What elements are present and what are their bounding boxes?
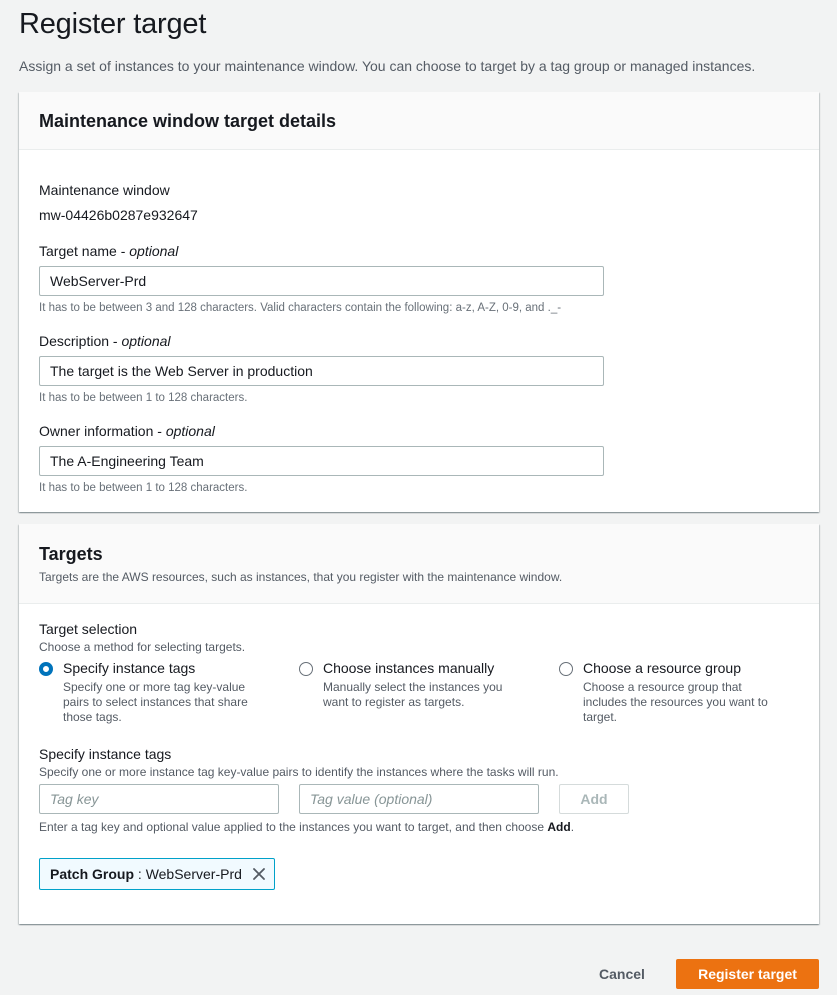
owner-information-input[interactable] xyxy=(39,446,604,476)
cancel-button[interactable]: Cancel xyxy=(599,966,645,982)
radio-option-title: Choose a resource group xyxy=(583,660,741,676)
description-help: It has to be between 1 to 128 characters. xyxy=(39,392,248,404)
page-description: Assign a set of instances to your maintenance window. You can choose to target by a tag group or managed instances. xyxy=(19,58,756,74)
close-icon[interactable] xyxy=(252,867,266,881)
instance-tags-help: Specify one or more instance tag key-value pairs to identify the instances where the tasks will run. xyxy=(39,765,559,779)
targets-panel-subtitle: Targets are the AWS resources, such as instances, that you register with the maintenance window. xyxy=(39,570,563,584)
maintenance-window-id: mw-04426b0287e932647 xyxy=(39,207,198,223)
tag-value-input[interactable] xyxy=(299,784,539,814)
target-selection-help: Choose a method for selecting targets. xyxy=(39,640,246,654)
tag-token xyxy=(39,858,275,890)
page-title: Register target xyxy=(19,8,207,40)
tag-token-key: Patch Group xyxy=(50,866,135,882)
radio-option-title: Specify instance tags xyxy=(63,660,196,676)
owner-information-help: It has to be between 1 to 128 characters. xyxy=(39,482,248,494)
owner-information-label: Owner information - optional xyxy=(39,423,215,439)
target-name-label: Target name - optional xyxy=(39,243,179,259)
radio-unselected-icon[interactable] xyxy=(559,662,573,676)
description-input[interactable] xyxy=(39,356,604,386)
radio-option-title: Choose instances manually xyxy=(323,660,495,676)
add-tag-help: Enter a tag key and optional value applied to the instances you want to target, and then choose Add. xyxy=(39,820,575,834)
target-name-input[interactable] xyxy=(39,266,604,296)
add-tag-button[interactable]: Add xyxy=(559,784,629,814)
tag-token-separator: : xyxy=(134,866,146,882)
description-label: Description - optional xyxy=(39,333,171,349)
radio-selected-icon[interactable] xyxy=(39,662,53,676)
targets-panel-title: Targets xyxy=(39,544,103,564)
target-name-help: It has to be between 3 and 128 characters. Valid characters contain the following: a-z, A-Z, 0-9, and ._- xyxy=(39,302,562,314)
targets-panel xyxy=(19,524,819,924)
details-panel xyxy=(19,92,819,512)
tag-key-input[interactable] xyxy=(39,784,279,814)
maintenance-window-label: Maintenance window xyxy=(39,182,170,198)
radio-option-instance-tags[interactable] xyxy=(39,660,279,726)
radio-unselected-icon[interactable] xyxy=(299,662,313,676)
targets-panel-header xyxy=(19,524,819,604)
radio-option-manual[interactable] xyxy=(299,660,539,726)
details-panel-title: Maintenance window target details xyxy=(39,111,337,131)
instance-tags-label: Specify instance tags xyxy=(39,746,172,762)
register-target-button[interactable]: Register target xyxy=(676,959,819,989)
radio-option-description: Manually select the instances you want to register as targets. xyxy=(323,680,503,709)
target-selection-label: Target selection xyxy=(39,621,138,637)
tag-token-value: WebServer-Prd xyxy=(145,866,242,882)
radio-option-description: Specify one or more tag key-value pairs to select instances that share those tags. xyxy=(63,680,248,724)
radio-option-description: Choose a resource group that includes the resources you want to target. xyxy=(583,680,768,724)
radio-option-resource-group[interactable] xyxy=(559,660,799,726)
